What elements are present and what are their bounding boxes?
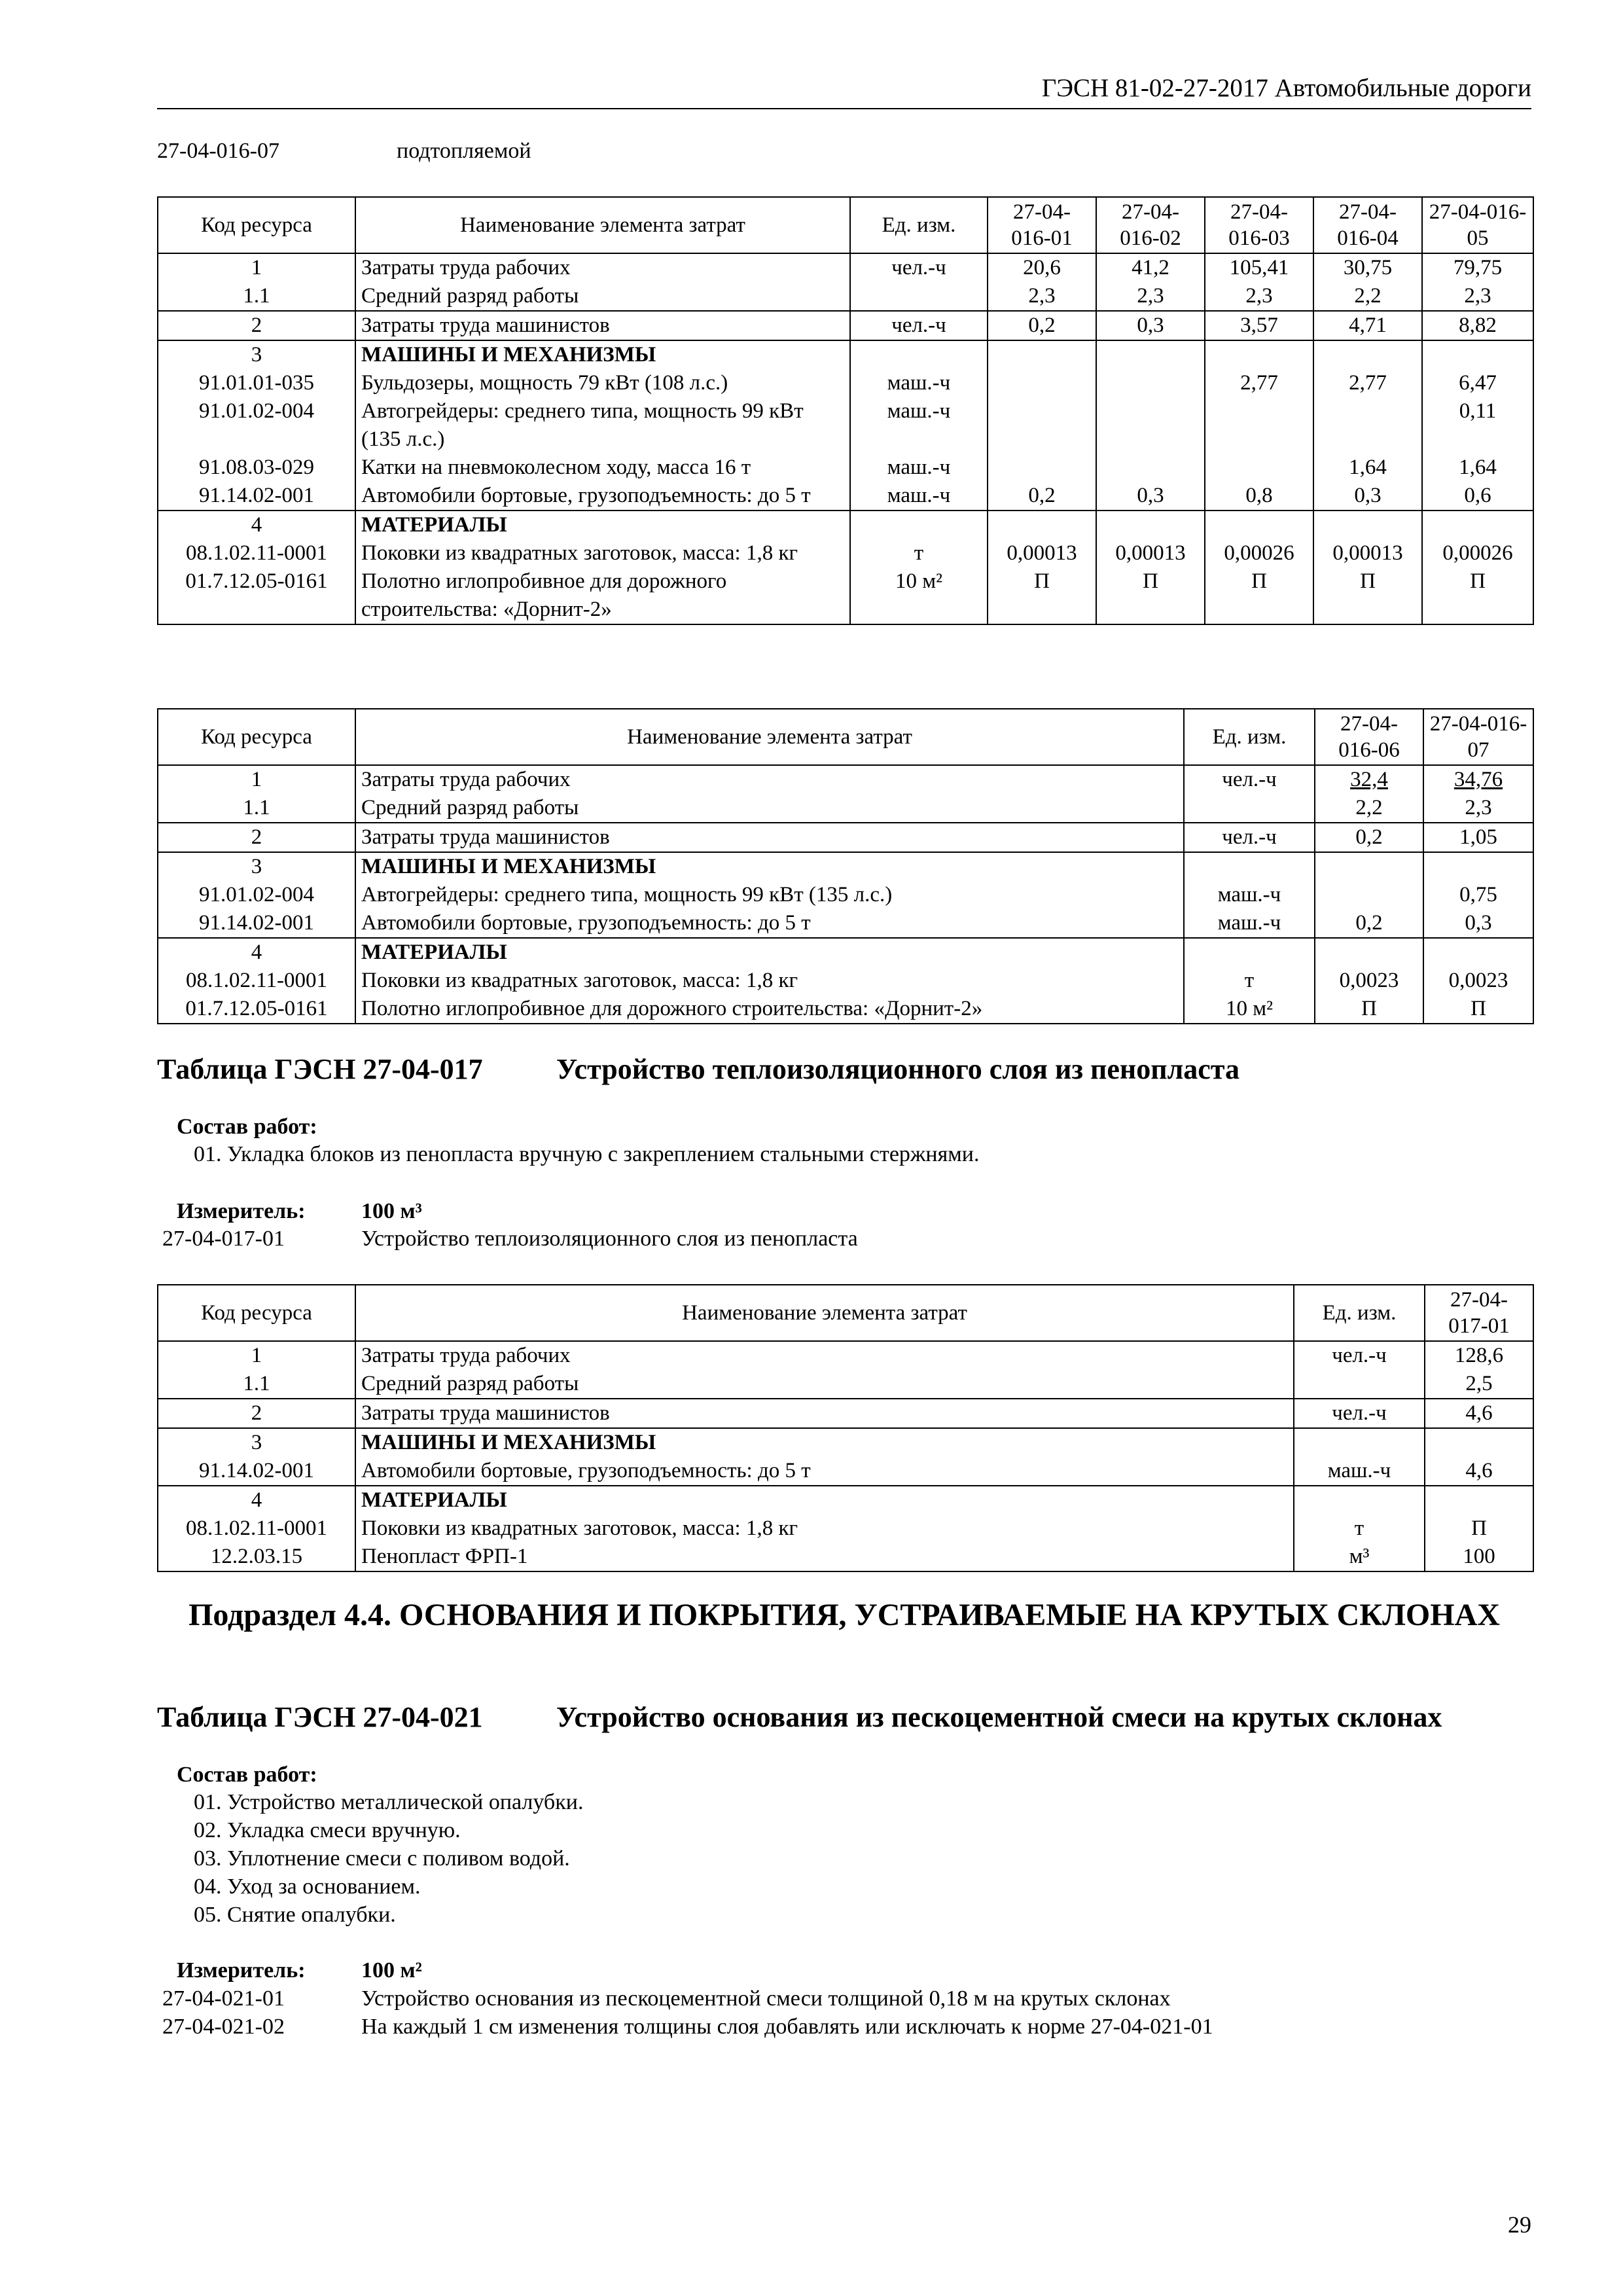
resource-code: 2: [158, 311, 355, 340]
resource-code: 08.1.02.11-0001: [158, 967, 355, 995]
running-header: ГЭСН 81-02-27-2017 Автомобильные дороги: [1041, 74, 1531, 102]
norm-value: [1205, 454, 1313, 482]
meter-label: Измеритель:: [177, 1199, 306, 1223]
resource-unit: чел.-ч: [1184, 823, 1315, 852]
table-title-text: Устройство основания из пескоцементной смеси на крутых склонах: [556, 1701, 1442, 1733]
resource-unit: чел.-ч: [1184, 765, 1315, 794]
resource-name: Поковки из квадратных заготовок, масса: 1,8 кг: [355, 1515, 1294, 1543]
norm-value: [1315, 852, 1423, 881]
table-row: [158, 938, 1533, 967]
subsection-title: Подраздел 4.4. ОСНОВАНИЯ И ПОКРЫТИЯ, УСТРАИВАЕМЫЕ НА КРУТЫХ СКЛОНАХ: [188, 1598, 1500, 1632]
norm-value: 2,5: [1425, 1370, 1533, 1399]
resource-code: 4: [158, 1486, 355, 1515]
norm-value: 0,3: [1096, 482, 1205, 511]
col-header-code: Код ресурса: [158, 197, 355, 253]
col-header-norm: 27-04-016-03: [1205, 197, 1313, 253]
norm-value: 4,71: [1313, 311, 1422, 340]
col-header-norm: 27-04-016-01: [988, 197, 1096, 253]
norm-value: 128,6: [1425, 1341, 1533, 1370]
resource-name: Затраты труда рабочих: [355, 253, 850, 282]
norm-value: [1205, 511, 1313, 539]
group-name: МАТЕРИАЛЫ: [355, 938, 1184, 967]
page-number: 29: [1508, 2212, 1531, 2238]
resource-table-016-01-05: [157, 196, 1534, 625]
norm-value: 4,6: [1425, 1399, 1533, 1428]
resource-name: Катки на пневмоколесном ходу, масса 16 т: [355, 454, 850, 482]
works-label: Состав работ:: [177, 1763, 317, 1787]
resource-name: Затраты труда машинистов: [355, 311, 850, 340]
col-header-code: Код ресурса: [158, 1285, 355, 1341]
norm-value: [1425, 1486, 1533, 1515]
resource-unit: 10 м²: [850, 567, 988, 624]
resource-code: 08.1.02.11-0001: [158, 1515, 355, 1543]
resource-code: 3: [158, 1428, 355, 1457]
col-header-name: Наименование элемента затрат: [355, 197, 850, 253]
norm-value: [1422, 511, 1533, 539]
resource-code: 4: [158, 511, 355, 539]
norm-value: 0,8: [1205, 482, 1313, 511]
resource-unit: маш.-ч: [1184, 909, 1315, 938]
norm-value: 0,11: [1422, 397, 1533, 454]
table-row: [158, 282, 1533, 311]
norm-code: 27-04-021-01: [162, 1986, 285, 2011]
work-item: 02. Укладка смеси вручную.: [194, 1818, 461, 1842]
table-row: [158, 967, 1533, 995]
norm-value: 0,2: [1315, 909, 1423, 938]
norm-value: [1096, 369, 1205, 397]
table-row: [158, 1428, 1533, 1457]
col-header-unit: Ед. изм.: [850, 197, 988, 253]
table-row: [158, 881, 1533, 909]
norm-value: 0,2: [988, 482, 1096, 511]
resource-unit: чел.-ч: [850, 311, 988, 340]
norm-value: 0,00026: [1422, 539, 1533, 567]
resource-unit: чел.-ч: [850, 253, 988, 282]
work-item: 05. Снятие опалубки.: [194, 1903, 396, 1927]
table-row: [158, 1543, 1533, 1571]
resource-unit: чел.-ч: [1294, 1341, 1425, 1370]
col-header-norm: 27-04-016-02: [1096, 197, 1205, 253]
table-row: [158, 1370, 1533, 1399]
col-header-norm: 27-04-016-04: [1313, 197, 1422, 253]
norm-value: 0,3: [1096, 311, 1205, 340]
meter-value: 100 м²: [361, 1958, 422, 1982]
norm-value: 0,0023: [1315, 967, 1423, 995]
norm-value: 2,3: [1096, 282, 1205, 311]
resource-unit: т: [850, 539, 988, 567]
resource-name: Автомобили бортовые, грузоподъемность: до 5 т: [355, 482, 850, 511]
meter-value: 100 м³: [361, 1199, 422, 1223]
table-title-code: Таблица ГЭСН 27-04-021: [157, 1701, 483, 1733]
resource-unit: м³: [1294, 1543, 1425, 1571]
resource-unit: 10 м²: [1184, 995, 1315, 1024]
norm-value: 8,82: [1422, 311, 1533, 340]
norm-value: [988, 511, 1096, 539]
norm-value: П: [1423, 995, 1533, 1024]
resource-unit: чел.-ч: [1294, 1399, 1425, 1428]
norm-value: 2,3: [1205, 282, 1313, 311]
resource-code: 12.2.03.15: [158, 1543, 355, 1571]
table-row: [158, 794, 1533, 823]
resource-name: Полотно иглопробивное для дорожного строительства: «Дорнит-2»: [355, 995, 1184, 1024]
table-row: [158, 1341, 1533, 1370]
norm-code: 27-04-021-02: [162, 2015, 285, 2039]
col-header-norm: 27-04-017-01: [1425, 1285, 1533, 1341]
norm-value: [1315, 881, 1423, 909]
resource-unit: маш.-ч: [1184, 881, 1315, 909]
norm-value: 6,47: [1422, 369, 1533, 397]
resource-code: 1.1: [158, 282, 355, 311]
resource-code: 1: [158, 1341, 355, 1370]
resource-name: Поковки из квадратных заготовок, масса: 1,8 кг: [355, 967, 1184, 995]
intro-text: подтопляемой: [397, 139, 531, 163]
col-header-unit: Ед. изм.: [1184, 709, 1315, 765]
norm-value: 0,00013: [1313, 539, 1422, 567]
col-header-code: Код ресурса: [158, 709, 355, 765]
resource-name: Автогрейдеры: среднего типа, мощность 99 кВт (135 л.с.): [355, 881, 1184, 909]
norm-value: 32,4: [1315, 765, 1423, 794]
resource-name: Бульдозеры, мощность 79 кВт (108 л.с.): [355, 369, 850, 397]
norm-value: П: [988, 567, 1096, 624]
work-item: 01. Устройство металлической опалубки.: [194, 1790, 584, 1814]
resource-code: 1.1: [158, 794, 355, 823]
col-header-norm: 27-04-016-06: [1315, 709, 1423, 765]
norm-value: 34,76: [1423, 765, 1533, 794]
resource-code: 91.14.02-001: [158, 909, 355, 938]
table-row: [158, 311, 1533, 340]
norm-value: 30,75: [1313, 253, 1422, 282]
norm-value: 2,2: [1313, 282, 1422, 311]
norm-value: 0,6: [1422, 482, 1533, 511]
norm-value: 0,00013: [988, 539, 1096, 567]
resource-unit: [1184, 938, 1315, 967]
table-row: [158, 995, 1533, 1024]
table-row: [158, 1457, 1533, 1486]
norm-value: 1,64: [1422, 454, 1533, 482]
norm-value: [1096, 454, 1205, 482]
norm-value: 0,75: [1423, 881, 1533, 909]
table-row: [158, 482, 1533, 511]
resource-name: Средний разряд работы: [355, 794, 1184, 823]
resource-name: Автомобили бортовые, грузоподъемность: до 5 т: [355, 909, 1184, 938]
resource-code: 91.08.03-029: [158, 454, 355, 482]
norm-value: [988, 454, 1096, 482]
resource-name: Пенопласт ФРП-1: [355, 1543, 1294, 1571]
norm-value: 2,3: [988, 282, 1096, 311]
norm-value: [988, 340, 1096, 369]
table-row: [158, 567, 1533, 624]
resource-code: 91.01.02-004: [158, 881, 355, 909]
norm-value: 0,00026: [1205, 539, 1313, 567]
norm-description: Устройство основания из пескоцементной смеси толщиной 0,18 м на крутых склонах: [361, 1986, 1171, 2011]
table-row: [158, 397, 1533, 454]
norm-value: [1096, 340, 1205, 369]
group-name: МАШИНЫ И МЕХАНИЗМЫ: [355, 852, 1184, 881]
norm-value: 2,2: [1315, 794, 1423, 823]
norm-value: [1096, 397, 1205, 454]
resource-code: 1.1: [158, 1370, 355, 1399]
table-row: [158, 823, 1533, 852]
norm-value: 2,77: [1313, 369, 1422, 397]
resource-name: Автомобили бортовые, грузоподъемность: до 5 т: [355, 1457, 1294, 1486]
table-row: [158, 1399, 1533, 1428]
norm-value: 2,77: [1205, 369, 1313, 397]
resource-code: 3: [158, 852, 355, 881]
norm-value: [1315, 938, 1423, 967]
norm-value: [1313, 511, 1422, 539]
norm-value: П: [1315, 995, 1423, 1024]
norm-value: [1313, 340, 1422, 369]
resource-unit: маш.-ч: [850, 369, 988, 397]
norm-value: 4,6: [1425, 1457, 1533, 1486]
norm-value: 0,2: [1315, 823, 1423, 852]
resource-name: Затраты труда рабочих: [355, 765, 1184, 794]
group-name: МАТЕРИАЛЫ: [355, 1486, 1294, 1515]
resource-unit: маш.-ч: [850, 482, 988, 511]
norm-value: 0,2: [988, 311, 1096, 340]
resource-unit: [1184, 852, 1315, 881]
resource-name: Средний разряд работы: [355, 1370, 1294, 1399]
resource-unit: [850, 282, 988, 311]
norm-value: 79,75: [1422, 253, 1533, 282]
norm-value: [1096, 511, 1205, 539]
col-header-unit: Ед. изм.: [1294, 1285, 1425, 1341]
resource-name: Затраты труда машинистов: [355, 823, 1184, 852]
work-item: 01. Укладка блоков из пенопласта вручную с закреплением стальными стержнями.: [194, 1142, 980, 1166]
table-row: [158, 1486, 1533, 1515]
resource-unit: маш.-ч: [850, 397, 988, 454]
norm-code: 27-04-017-01: [162, 1227, 285, 1251]
table-row: [158, 539, 1533, 567]
resource-code: 1: [158, 765, 355, 794]
norm-value: [988, 397, 1096, 454]
resource-name: Затраты труда рабочих: [355, 1341, 1294, 1370]
norm-value: 105,41: [1205, 253, 1313, 282]
resource-unit: [1294, 1428, 1425, 1457]
resource-code: 91.14.02-001: [158, 482, 355, 511]
norm-value: 41,2: [1096, 253, 1205, 282]
resource-unit: [850, 340, 988, 369]
resource-code: 3: [158, 340, 355, 369]
norm-value: [1205, 397, 1313, 454]
table-row: [158, 253, 1533, 282]
norm-value: П: [1313, 567, 1422, 624]
group-name: МАШИНЫ И МЕХАНИЗМЫ: [355, 1428, 1294, 1457]
works-label: Состав работ:: [177, 1115, 317, 1139]
resource-code: 4: [158, 938, 355, 967]
resource-table-016-06-07: [157, 708, 1534, 1024]
resource-unit: [1294, 1370, 1425, 1399]
resource-code: 91.01.02-004: [158, 397, 355, 454]
norm-value: [1313, 397, 1422, 454]
col-header-name: Наименование элемента затрат: [355, 1285, 1294, 1341]
resource-unit: маш.-ч: [1294, 1457, 1425, 1486]
resource-code: 1: [158, 253, 355, 282]
resource-name: Затраты труда машинистов: [355, 1399, 1294, 1428]
table-row: [158, 340, 1533, 369]
table-row: [158, 1515, 1533, 1543]
resource-code: 08.1.02.11-0001: [158, 539, 355, 567]
table-row: [158, 909, 1533, 938]
resource-code: 2: [158, 823, 355, 852]
work-item: 03. Уплотнение смеси с поливом водой.: [194, 1846, 570, 1871]
norm-value: 2,3: [1422, 282, 1533, 311]
norm-value: 3,57: [1205, 311, 1313, 340]
resource-unit: маш.-ч: [850, 454, 988, 482]
norm-value: 20,6: [988, 253, 1096, 282]
work-item: 04. Уход за основанием.: [194, 1874, 421, 1899]
norm-value: 1,64: [1313, 454, 1422, 482]
norm-value: 100: [1425, 1543, 1533, 1571]
col-header-name: Наименование элемента затрат: [355, 709, 1184, 765]
resource-code: 01.7.12.05-0161: [158, 995, 355, 1024]
group-name: МАТЕРИАЛЫ: [355, 511, 850, 539]
resource-code: 2: [158, 1399, 355, 1428]
norm-value: [1205, 340, 1313, 369]
intro-code: 27-04-016-07: [157, 139, 279, 163]
table-title-code: Таблица ГЭСН 27-04-017: [157, 1053, 483, 1085]
norm-value: 0,3: [1313, 482, 1422, 511]
norm-value: [1423, 852, 1533, 881]
norm-description: На каждый 1 см изменения толщины слоя добавлять или исключать к норме 27-04-021-01: [361, 2015, 1213, 2039]
norm-value: [1423, 938, 1533, 967]
table-row: [158, 852, 1533, 881]
table-row: [158, 765, 1533, 794]
group-name: МАШИНЫ И МЕХАНИЗМЫ: [355, 340, 850, 369]
col-header-norm: 27-04-016-05: [1422, 197, 1533, 253]
norm-description: Устройство теплоизоляционного слоя из пенопласта: [361, 1227, 858, 1251]
resource-name: Средний разряд работы: [355, 282, 850, 311]
resource-code: 91.01.01-035: [158, 369, 355, 397]
norm-value: 0,3: [1423, 909, 1533, 938]
table-row: [158, 511, 1533, 539]
norm-value: П: [1425, 1515, 1533, 1543]
table-row: [158, 454, 1533, 482]
resource-unit: [1294, 1486, 1425, 1515]
norm-value: 2,3: [1423, 794, 1533, 823]
resource-code: 01.7.12.05-0161: [158, 567, 355, 624]
norm-value: [988, 369, 1096, 397]
norm-value: 0,0023: [1423, 967, 1533, 995]
norm-value: 1,05: [1423, 823, 1533, 852]
resource-table-017-01: [157, 1284, 1534, 1572]
table-row: [158, 369, 1533, 397]
resource-name: Поковки из квадратных заготовок, масса: 1,8 кг: [355, 539, 850, 567]
resource-unit: [850, 511, 988, 539]
resource-code: 91.14.02-001: [158, 1457, 355, 1486]
norm-value: П: [1096, 567, 1205, 624]
resource-name: Полотно иглопробивное для дорожного строительства: «Дорнит-2»: [355, 567, 850, 624]
resource-unit: [1184, 794, 1315, 823]
resource-unit: т: [1184, 967, 1315, 995]
resource-unit: т: [1294, 1515, 1425, 1543]
resource-name: Автогрейдеры: среднего типа, мощность 99 кВт (135 л.с.): [355, 397, 850, 454]
norm-value: 0,00013: [1096, 539, 1205, 567]
table-title-text: Устройство теплоизоляционного слоя из пенопласта: [556, 1053, 1240, 1085]
col-header-norm: 27-04-016-07: [1423, 709, 1533, 765]
norm-value: [1422, 340, 1533, 369]
meter-label: Измеритель:: [177, 1958, 306, 1982]
norm-value: П: [1422, 567, 1533, 624]
norm-value: П: [1205, 567, 1313, 624]
norm-value: [1425, 1428, 1533, 1457]
header-rule: [157, 108, 1531, 109]
